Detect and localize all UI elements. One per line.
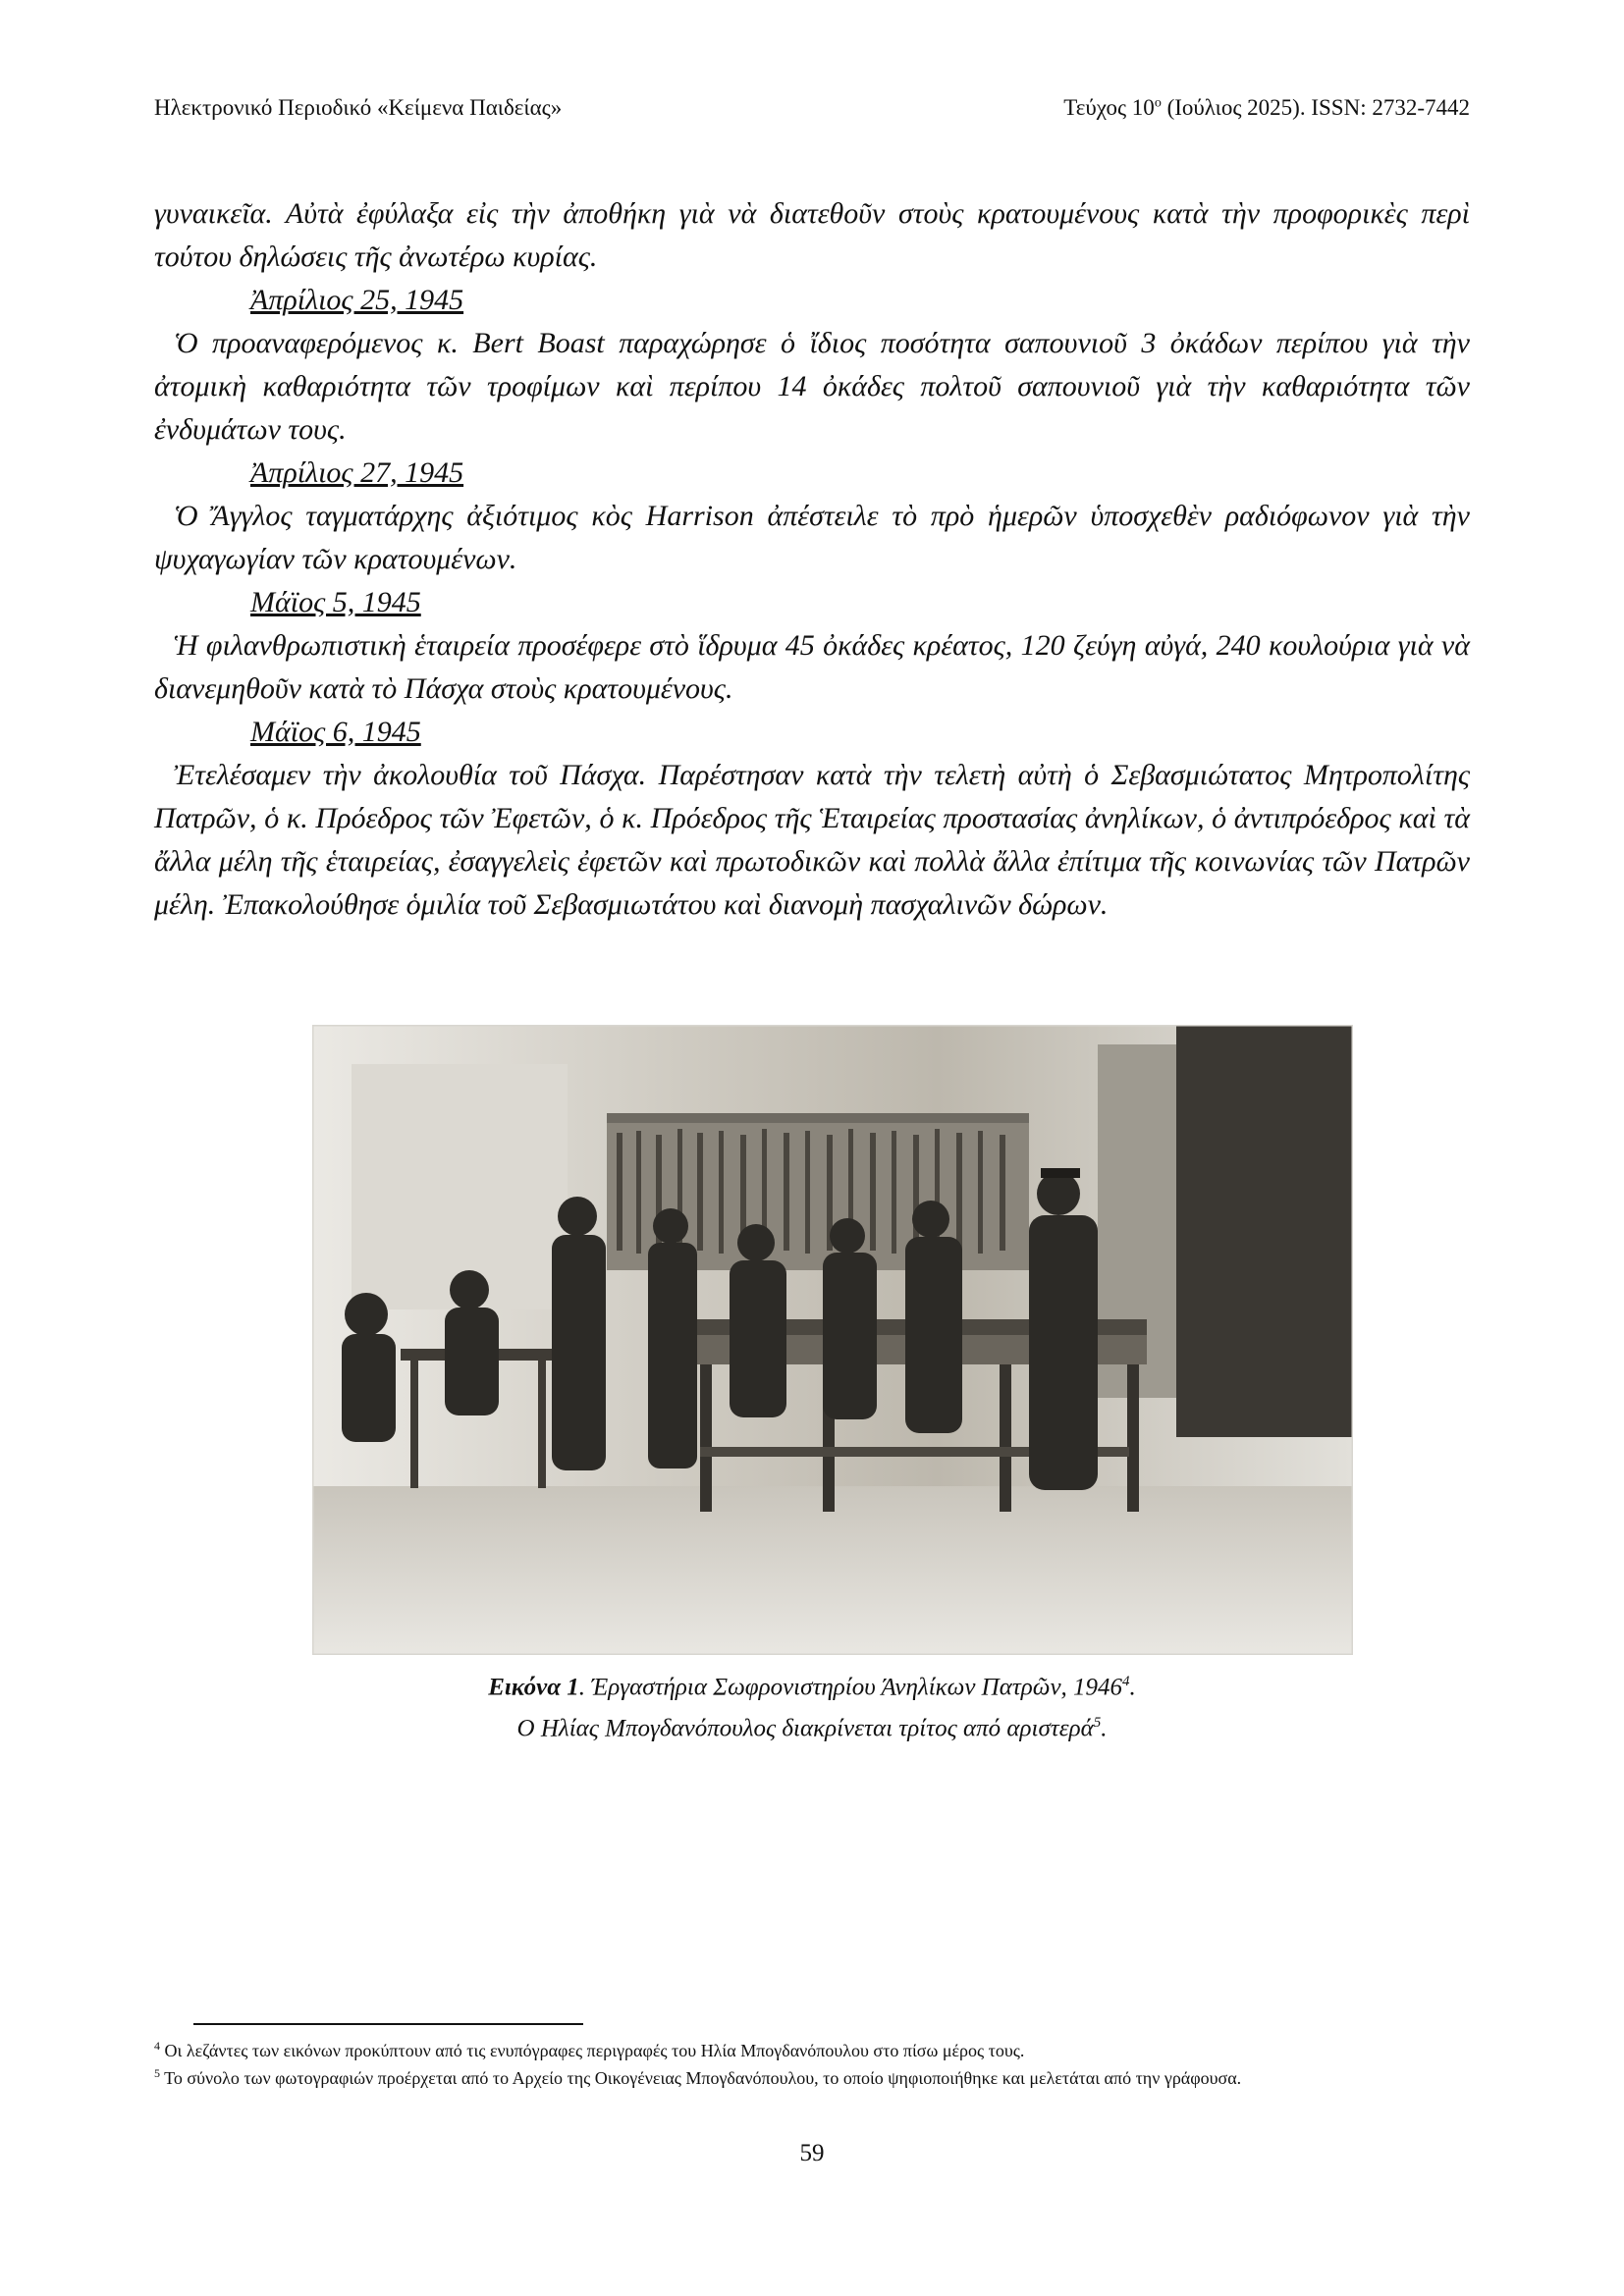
footnotes xyxy=(154,2035,1470,2090)
footnote-5 xyxy=(154,2062,1470,2090)
footnote-4-number: 4 xyxy=(154,2039,160,2053)
figure-title: . Έργαστήρια Σωφρονιστηρίου Άνηλίκων Πατρῶν, 1946 xyxy=(578,1674,1123,1701)
paragraph-4: Ἡ φιλανθρωπιστικὴ ἑταιρεία προσέφερε στὸ ἵδρυμα 45 ὀκάδες κρέατος, 120 ζεύγη αὐγά, 240 κουλούρια γιὰ νὰ διανεμηθοῦν κατὰ τὸ Πάσχα στοὺς κρατουμένους. xyxy=(154,629,1470,705)
caption-description: Ο Ηλίας Μπογδανόπουλος διακρίνεται τρίτος από αριστερά xyxy=(516,1715,1094,1742)
workshop-photograph xyxy=(312,1025,1353,1655)
issue-suffix: (Ιούλιος 2025). ISSN: 2732-7442 xyxy=(1161,95,1470,120)
figure-caption xyxy=(154,1664,1470,1747)
issue-ordinal: ο xyxy=(1154,95,1162,111)
diary-date-2: Ἀπρίλιος 27, 1945 xyxy=(250,456,464,489)
paragraph-1: γυναικεῖα. Αὐτὰ ἐφύλαξα εἰς τὴν ἀποθήκη γιὰ νὰ διατεθοῦν στοὺς κρατουμένους κατὰ τὴν προφορικὲς περὶ τούτου δηλώσεις τῆς ἀνωτέρω κυρίας. xyxy=(154,197,1470,273)
footnote-5-text: Το σύνολο των φωτογραφιών προέρχεται από το Αρχείο της Οικογένειας Μπογδανόπουλου, το οποίο ψηφιοποιήθηκε και μελετάται από την γράφουσα. xyxy=(160,2068,1242,2088)
diary-text xyxy=(154,192,1470,927)
caption-period-1: . xyxy=(1129,1674,1136,1701)
running-header xyxy=(154,95,1470,129)
paragraph-5: Ἐτελέσαμεν τὴν ἀκολουθία τοῦ Πάσχα. Παρέστησαν κατὰ τὴν τελετὴ αὐτὴ ὁ Σεβασμιώτατος Μητροπολίτης Πατρῶν, ὁ κ. Πρόεδρος τῶν Ἐφετῶν, ὁ κ. Πρόεδρος τῆς Ἑταιρείας προστασίας ἀνηλίκων, ὁ ἀντιπρόεδρος καὶ τὰ ἄλλα μέλη τῆς ἑταιρείας, ἐσαγγελεὶς ἐφετῶν καὶ πρωτοδικῶν καὶ πολλὰ ἄλλα ἐπίτιμα τῆς κοινωνίας τῶν Πατρῶν μέλη. Ἐπακολούθησε ὁμιλία τοῦ Σεβασμιωτάτου καὶ διανομὴ πασχαλινῶν δώρων. xyxy=(154,759,1470,921)
diary-date-1: Ἀπρίλιος 25, 1945 xyxy=(250,284,464,316)
issue-info xyxy=(1063,95,1470,121)
footnote-separator xyxy=(193,2023,583,2025)
caption-period-2: . xyxy=(1101,1715,1108,1742)
journal-title: Ηλεκτρονικό Περιοδικό «Κείμενα Παιδείας» xyxy=(154,95,563,120)
footnote-5-number: 5 xyxy=(154,2066,160,2080)
figure-label: Εικόνα 1 xyxy=(488,1674,579,1701)
diary-date-3: Μάϊος 5, 1945 xyxy=(250,586,421,618)
caption-line-2 xyxy=(154,1705,1470,1746)
paragraph-2: Ὁ προαναφερόμενος κ. Bert Boast παραχώρησε ὁ ἴδιος ποσότητα σαπουνιοῦ 3 ὀκάδων περίπου γιὰ τὴν ἀτομικὴ καθαριότητα τῶν τροφίμων καὶ περίπου 14 ὀκάδες πολτοῦ σαπουνιοῦ γιὰ τὴν καθαριότητα τῶν ἐνδυμάτων τους. xyxy=(154,327,1470,446)
footnote-4-text: Οι λεζάντες των εικόνων προκύπτουν από τις ενυπόγραφες περιγραφές του Ηλία Μπογδανόπουλου στο πίσω μέρος τους. xyxy=(160,2041,1025,2060)
footnote-ref-5[interactable]: 5 xyxy=(1093,1715,1102,1732)
page-number: 59 xyxy=(799,2140,825,2166)
issue-prefix: Τεύχος 10 xyxy=(1063,95,1155,120)
photo-illustration xyxy=(312,1025,1353,1655)
footnote-4 xyxy=(154,2035,1470,2062)
caption-line-1 xyxy=(154,1664,1470,1705)
diary-date-4: Μάϊος 6, 1945 xyxy=(250,716,421,748)
footnote-ref-4[interactable]: 4 xyxy=(1122,1674,1130,1689)
paragraph-3: Ὁ Ἄγγλος ταγματάρχης ἀξιότιμος κὸς Harrison ἀπέστειλε τὸ πρὸ ἡμερῶν ὑποσχεθὲν ραδιόφωνον γιὰ τὴν ψυχαγωγίαν τῶν κρατουμένων. xyxy=(154,500,1470,575)
